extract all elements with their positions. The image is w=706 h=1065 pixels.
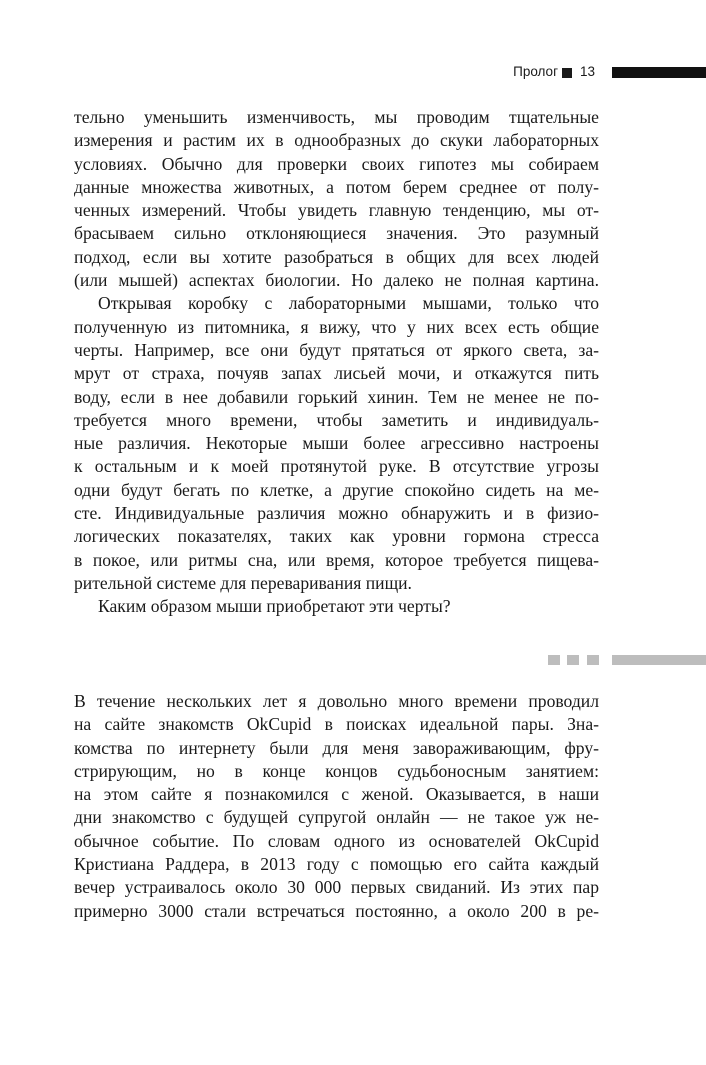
text-line: вечер устраивалось около 30 000 первых свиданий. Из этих пар — [74, 877, 599, 898]
text-line: черты. Например, все они будут прятаться от яркого света, за- — [74, 339, 599, 360]
text-line: воду, если в нее добавили горький хинин. Тем не менее не по- — [74, 386, 599, 407]
text-line: рительной системе для переваривания пищи. — [74, 572, 412, 593]
text-line: к остальным и к моей протянутой руке. В отсутствие угрозы — [74, 456, 599, 477]
text-line: полученную из питомника, я вижу, что у них всех есть общие — [74, 316, 599, 337]
text-line: Открывая коробку с лабораторными мышами, только что — [98, 293, 599, 314]
header-rule-bar — [612, 67, 706, 78]
text-line: на этом сайте я познакомился с женой. Оказывается, в наши — [74, 784, 599, 805]
text-line: Каким образом мыши приобретают эти черты? — [98, 596, 451, 617]
text-line: логических показателях, таких как уровни гормона стресса — [74, 526, 599, 547]
running-header-chapter: Пролог — [513, 64, 558, 79]
text-line: В течение нескольких лет я довольно много времени проводил — [74, 691, 599, 711]
divider-square — [567, 655, 579, 665]
text-line: комства по интернету были для меня завораживающим, фру- — [74, 737, 599, 758]
section-2-text — [74, 690, 599, 923]
text-line: на сайте знакомств OkCupid в поисках идеальной пары. Зна- — [74, 714, 599, 735]
text-line: примерно 3000 стали встречаться постоянно, а около 200 в ре- — [74, 900, 599, 921]
section-divider — [0, 655, 706, 665]
text-line: ные различия. Некоторые мыши более агрессивно настроены — [74, 433, 599, 454]
text-line: одни будут бегать по клетке, а другие спокойно сидеть на ме- — [74, 479, 599, 500]
page-number: 13 — [580, 64, 596, 79]
section-1-text — [74, 106, 599, 619]
text-line: сте. Индивидуальные различия можно обнаружить и в физио- — [74, 503, 599, 524]
text-line: данные множества животных, а потом берем среднее от полу- — [74, 176, 599, 197]
text-line: обычное событие. По словам одного из основателей OkCupid — [74, 830, 599, 851]
divider-bar — [612, 655, 706, 665]
text-line: требуется много времени, чтобы заметить и индивидуаль- — [74, 409, 599, 430]
text-line: ченных измерений. Чтобы увидеть главную тенденцию, мы от- — [74, 200, 599, 221]
text-line: стрирующим, но в конце концов судьбоносным занятием: — [74, 760, 599, 781]
divider-square — [548, 655, 560, 665]
header-square-ornament — [562, 68, 572, 78]
text-line: дни знакомство с будущей супругой онлайн — не такое уж не- — [74, 807, 599, 828]
running-header — [0, 62, 706, 84]
text-line: подход, если вы хотите разобраться в общих для всех людей — [74, 246, 599, 267]
text-line: (или мышей) аспектах биологии. Но далеко не полная картина. — [74, 270, 599, 291]
text-line: в покое, или ритмы сна, или время, которое требуется пищева- — [74, 549, 599, 570]
text-line: измерения и растим их в однообразных до скуки лабораторных — [74, 130, 599, 151]
text-line: условиях. Обычно для проверки своих гипотез мы собираем — [74, 153, 599, 174]
text-line: мрут от страха, почуяв запах лисьей мочи, и откажутся пить — [74, 363, 599, 384]
text-line: брасываем сильно отклоняющиеся значения. Это разумный — [74, 223, 599, 244]
text-line: тельно уменьшить изменчивость, мы проводим тщательные — [74, 107, 599, 127]
text-line: Кристиана Раддера, в 2013 году с помощью его сайта каждый — [74, 854, 599, 875]
divider-square — [587, 655, 599, 665]
